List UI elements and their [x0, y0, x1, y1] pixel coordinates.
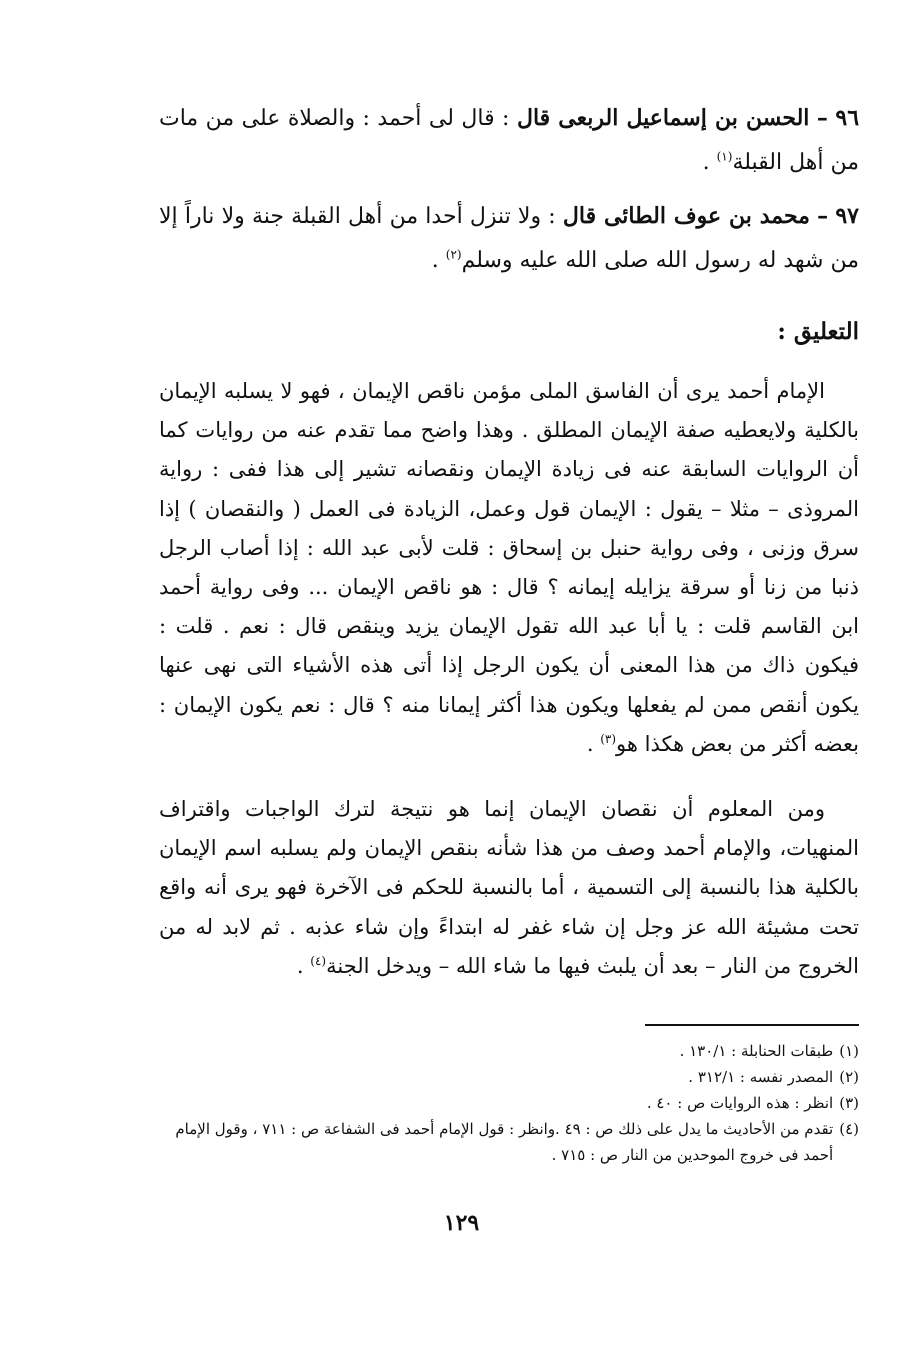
- narration-text: : قال لى أحمد : والصلاة على من مات من أهل القبلة: [159, 106, 859, 175]
- dash: –: [817, 203, 829, 229]
- footnote-item: [159, 1116, 859, 1168]
- narrator-name: محمد بن عوف الطائى قال: [562, 203, 810, 229]
- footnote-separator: [645, 1024, 859, 1026]
- commentary-paragraph-1: [159, 372, 859, 764]
- footnote-ref: (١): [716, 149, 733, 164]
- footnote-text: طبقات الحنابلة : ١٣٠/١ .: [679, 1042, 834, 1060]
- footnote-text: انظر : هذه الروايات ص : ٤٠ .: [646, 1094, 834, 1112]
- narration-end: .: [431, 248, 446, 273]
- footnote-item: [159, 1038, 859, 1064]
- footnote-ref: (٣): [600, 731, 617, 746]
- footnote-mark: (١): [839, 1042, 859, 1060]
- narration-text: : ولا تنزل أحدا من أهل القبلة جنة ولا ناراً إلا من شهد له رسول الله صلى الله عليه وسلم: [159, 204, 859, 273]
- footnote-mark: (٤): [839, 1120, 859, 1138]
- paragraph-text: الإمام أحمد يرى أن الفاسق الملى مؤمن ناقص الإيمان ، فهو لا يسلبه الإيمان بالكلية ولايعطيه صفة الإيمان المطلق . وهذا واضح مما تقدم عنه من روايات كما أن الروايات السابقة عنه فى زيادة الإيمان ونقصانه تشير إلى هذا ففى : رواية المروذى – مثلا – يقول : الإيمان قول وعمل، الزيادة فى العمل ( والنقصان ) إذا سرق وزنى ، وفى رواية حنبل بن إسحاق : قلت لأبى عبد الله : إذا أصاب الرجل ذنبا من زنا أو سرقة يزايله إيمانه ؟ قال : هو ناقص الإيمان ... وفى رواية أحمد ابن القاسم قلت : يا أبا عبد الله تقول الإيمان يزيد وينقص قال : نعم . قلت : فيكون ذاك من هذا المعنى أن يكون الرجل إذا أتى هذه الأشياء التى نهى عنها يكون أنقص ممن لم يفعلها ويكون هذا أكثر إيمانا منه ؟ قال : نعم يكون الإيمان : بعضه أكثر من بعض هكذا هو: [159, 379, 859, 756]
- footnote-text: المصدر نفسه : ٣١٢/١ .: [688, 1068, 834, 1086]
- footnote-text: تقدم من الأحاديث ما يدل على ذلك ص : ٤٩ .وانظر : قول الإمام أحمد فى الشفاعة ص : ٧١١ ، وقول الإمام أحمد فى خروج الموحدين من النار ص : ٧١٥ .: [175, 1120, 834, 1164]
- commentary-heading: التعليق :: [777, 318, 859, 345]
- narration-97: [159, 194, 859, 283]
- page-number: ١٢٩: [443, 1210, 480, 1236]
- footnote-ref: (٢): [445, 247, 462, 262]
- narrator-name: الحسن بن إسماعيل الربعى قال: [516, 105, 810, 131]
- footnotes-list: [159, 1038, 859, 1168]
- paragraph-end: .: [296, 953, 311, 978]
- commentary-paragraph-2: [159, 790, 859, 986]
- footnote-ref: (٤): [310, 953, 327, 968]
- footnote-item: [159, 1090, 859, 1116]
- footnote-item: [159, 1064, 859, 1090]
- narration-number: ٩٦: [835, 105, 860, 131]
- narration-96: [159, 96, 859, 185]
- narration-end: .: [702, 150, 717, 175]
- dash: –: [816, 105, 828, 131]
- narration-number: ٩٧: [835, 203, 859, 229]
- footnote-mark: (٣): [839, 1094, 859, 1112]
- paragraph-end: .: [586, 731, 601, 756]
- paragraph-text: ومن المعلوم أن نقصان الإيمان إنما هو نتيجة لترك الواجبات واقتراف المنهيات، والإمام أحمد وصف من هذا شأنه بنقص الإيمان ولم يسلبه اسم الإيمان بالكلية هذا بالنسبة إلى التسمية ، أما بالنسبة للحكم فى الآخرة فهو يرى أنه واقع تحت مشيئة الله عز وجل إن شاء غفر له ابتداءً وإن شاء عذبه . ثم لابد له من الخروج من النار – بعد أن يلبث فيها ما شاء الله – ويدخل الجنة: [159, 797, 859, 978]
- footnote-mark: (٢): [839, 1068, 859, 1086]
